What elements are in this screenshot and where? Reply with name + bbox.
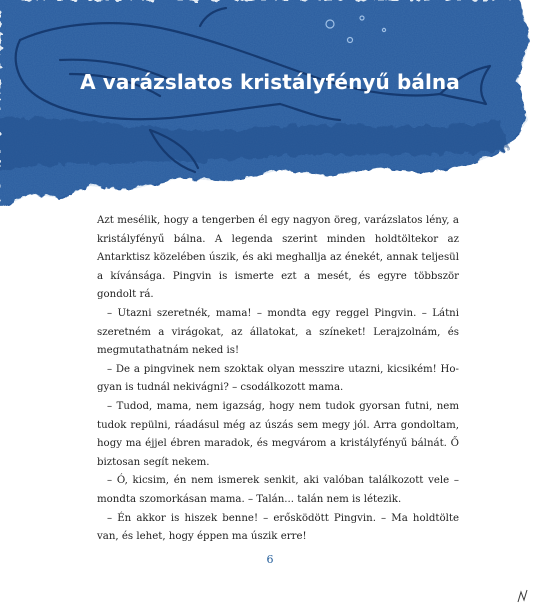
header-illustration bbox=[0, 0, 540, 215]
page-title: A varázslatos kristályfényű bálna bbox=[80, 70, 460, 94]
page-number: 6 bbox=[266, 553, 274, 566]
whale-illustration bbox=[0, 0, 540, 215]
paragraph: Azt mesélik, hogy a tengerben él egy nagyon öreg, varázslatos lény, a kristályfényű bálna. A legenda szerint minden holdtöltekor az Antarktisz közelében úszik, és aki meghallja az énekét, annak teljesül a kívánsága. Pingvin is ismerte ezt a mesét, és egyre többször gondolt rá. bbox=[97, 215, 459, 301]
paragraph: – Én akkor is hiszek benne! – erősködött Pingvin. – Ma holdtölte van, és lehet, hogy éppen ma úszik erre! bbox=[97, 512, 459, 543]
paragraph: – Utazni szeretnék, mama! – mondta egy reggel Pingvin. – Látni szeretném a virágokat, az állatokat, a színeket! Lerajzolnám, és megmutathatnám neked is! bbox=[97, 307, 459, 357]
paragraph: – Tudod, mama, nem igazság, hogy nem tudok gyorsan futni, nem tudok repülni, ráadásul még az úszás sem megy jól. Arra gondoltam, hogy ma éjjel ébren maradok, és megvárom a kristályfényű bálnát. Ő biztosan segít nekem. bbox=[97, 400, 459, 468]
paragraph: – De a pingvinek nem szoktak olyan messzire utazni, kicsikém! Hogyan is tudnál nekivágni? – csodálkozott mama. bbox=[97, 363, 459, 394]
corner-scribble-icon bbox=[516, 588, 530, 604]
story-text bbox=[97, 212, 459, 547]
paragraph: – Ó, kicsim, én nem ismerek senkit, aki valóban találkozott vele – mondta szomorkásan mama. – Talán... talán nem is létezik. bbox=[97, 475, 459, 505]
